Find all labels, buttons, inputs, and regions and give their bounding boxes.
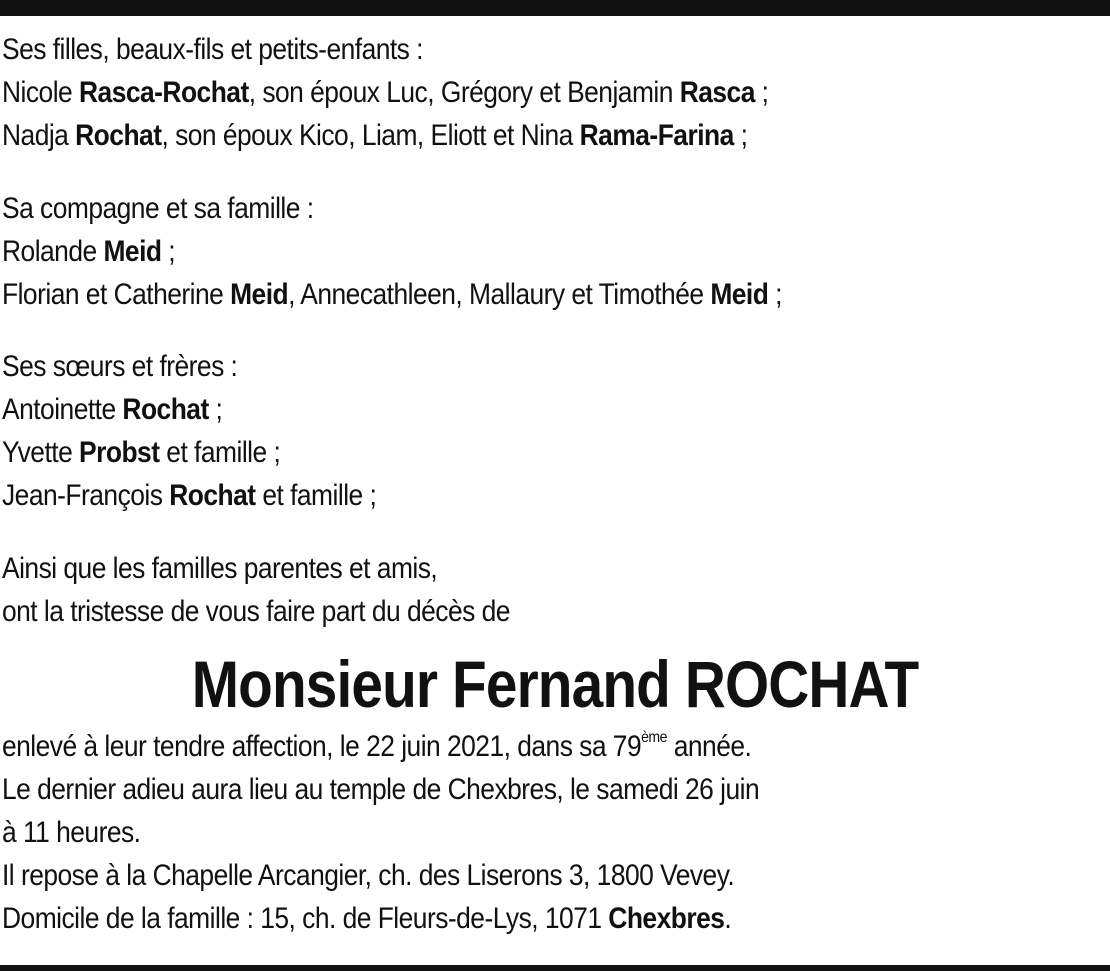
- family-line-nicole: Nicole Rasca-Rochat, son époux Luc, Grégory et Benjamin Rasca ;: [2, 76, 769, 109]
- ceremony-line: Le dernier adieu aura lieu au temple de Chexbres, le samedi 26 juin: [2, 773, 760, 806]
- siblings-section: [2, 345, 1102, 517]
- daughters-heading: Ses filles, beaux-fils et petits-enfants :: [2, 33, 423, 66]
- family-line-antoinette: Antoinette Rochat ;: [2, 393, 223, 426]
- family-line-yvette: Yvette Probst et famille ;: [2, 436, 281, 469]
- details-section: [2, 725, 1102, 940]
- daughters-section: [2, 28, 1102, 157]
- family-address-line: Domicile de la famille : 15, ch. de Fleurs-de-Lys, 1071 Chexbres.: [2, 902, 732, 935]
- companion-heading: Sa compagne et sa famille :: [2, 192, 314, 225]
- family-line-jean-francois: Jean-François Rochat et famille ;: [2, 479, 377, 512]
- obituary-notice: [2, 28, 1102, 940]
- chapel-line: Il repose à la Chapelle Arcangier, ch. des Liserons 3, 1800 Vevey.: [2, 859, 735, 892]
- announcement-line-2: ont la tristesse de vous faire part du décès de: [2, 595, 510, 628]
- family-line-rolande: Rolande Meid ;: [2, 235, 176, 268]
- announcement-section: [2, 547, 1102, 633]
- top-border: [0, 0, 1110, 16]
- family-line-florian: Florian et Catherine Meid, Annecathleen, Mallaury et Timothée Meid ;: [2, 278, 782, 311]
- announcement-line-1: Ainsi que les familles parentes et amis,: [2, 552, 438, 585]
- ceremony-time-line: à 11 heures.: [2, 816, 141, 849]
- siblings-heading: Ses sœurs et frères :: [2, 350, 238, 383]
- companion-section: [2, 187, 1102, 316]
- death-date-line: enlevé à leur tendre affection, le 22 juin 2021, dans sa 79ème année.: [2, 729, 752, 763]
- bottom-border: [0, 965, 1110, 971]
- deceased-name: Monsieur Fernand ROCHAT: [191, 647, 919, 721]
- family-line-nadja: Nadja Rochat, son époux Kico, Liam, Eliott et Nina Rama-Farina ;: [2, 119, 748, 152]
